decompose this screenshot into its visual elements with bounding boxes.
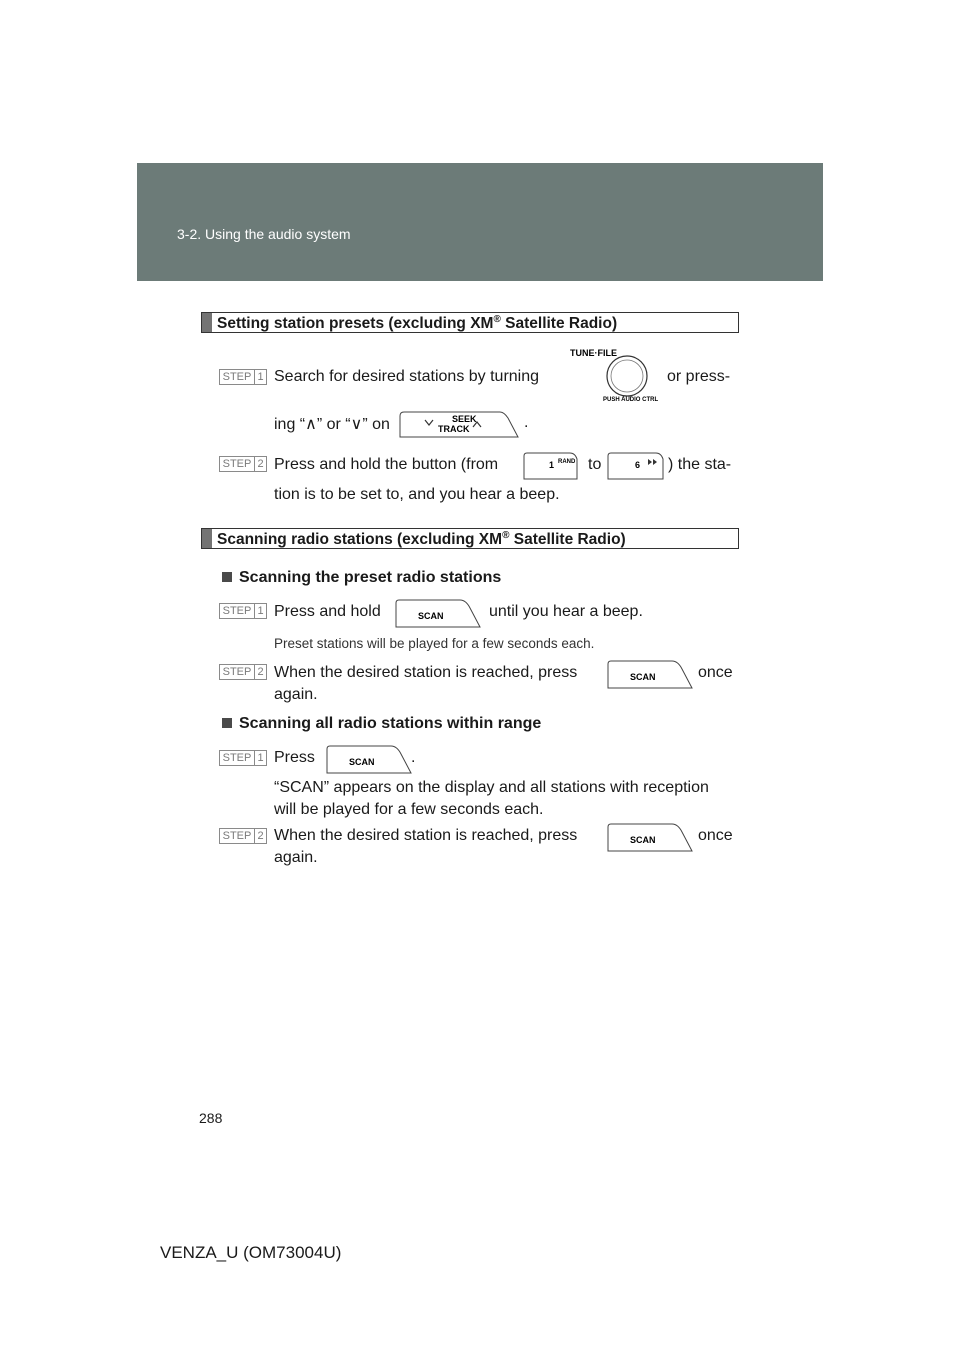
step-text: again.	[274, 849, 318, 866]
step-text: or press-	[667, 368, 731, 385]
svg-text:PUSH AUDIO CTRL: PUSH AUDIO CTRL	[603, 397, 659, 403]
step-text: When the desired station is reached, press	[274, 827, 578, 844]
step-text: will be played for a few seconds each.	[274, 801, 544, 818]
preset-1-button-icon	[522, 451, 580, 481]
svg-text:TUNE·FILE: TUNE·FILE	[570, 348, 617, 358]
section-title: Setting station presets (excluding XM® Satellite Radio)	[217, 314, 618, 333]
subheading-preset-scan: Scanning the preset radio stations	[222, 569, 501, 587]
scan-button-icon	[325, 744, 416, 776]
step-note: Preset stations will be played for a few seconds each.	[274, 636, 595, 651]
svg-text:SCAN: SCAN	[418, 611, 444, 621]
step-text: .	[411, 749, 416, 766]
scan-button-icon	[394, 598, 482, 630]
step-badge: STEP 1	[219, 603, 267, 619]
svg-text:SCAN: SCAN	[630, 672, 656, 682]
step-text: When the desired station is reached, press	[274, 664, 578, 681]
preset-6-button-icon	[606, 451, 666, 481]
step-badge: STEP 1	[219, 750, 267, 766]
breadcrumb: 3-2. Using the audio system	[177, 226, 351, 242]
scan-button-icon	[606, 659, 694, 691]
document-id: VENZA_U (OM73004U)	[160, 1243, 342, 1262]
svg-text:1: 1	[549, 460, 555, 470]
step-text: once	[698, 664, 733, 681]
svg-text:SCAN: SCAN	[630, 835, 656, 845]
svg-text:TRACK: TRACK	[438, 424, 470, 434]
section-header-scanning	[201, 528, 739, 549]
step-text: until you hear a beep.	[489, 603, 643, 620]
subheading-range-scan: Scanning all radio stations within range	[222, 715, 541, 733]
section-header-presets	[201, 312, 739, 333]
tune-file-knob-icon	[565, 345, 665, 403]
step-text: once	[698, 827, 733, 844]
step-text: Press and hold	[274, 603, 381, 620]
seek-track-button-icon	[398, 410, 522, 440]
scan-button-icon	[606, 822, 694, 854]
step-text: to	[588, 456, 602, 473]
step-badge: STEP 1	[219, 369, 267, 385]
step-text: “SCAN” appears on the display and all stations with reception	[274, 779, 709, 796]
header-band	[137, 163, 823, 281]
step-text: Press	[274, 749, 315, 766]
svg-text:RAND: RAND	[558, 459, 576, 465]
page-number: 288	[199, 1110, 223, 1126]
step-text: ) the sta-	[668, 456, 732, 473]
square-bullet-icon	[222, 572, 232, 582]
step-badge: STEP 2	[219, 828, 267, 844]
step-text: again.	[274, 686, 318, 703]
step-text: Press and hold the button (from	[274, 456, 499, 473]
step-text: Search for desired stations by turning	[274, 368, 540, 385]
step-text: ing “∧” or “∨” on	[274, 416, 390, 433]
svg-text:6: 6	[635, 460, 641, 470]
square-bullet-icon	[222, 718, 232, 728]
svg-text:SEEK: SEEK	[452, 414, 477, 424]
svg-text:SCAN: SCAN	[349, 757, 375, 767]
step-text: tion is to be set to, and you hear a beep.	[274, 486, 560, 503]
step-badge: STEP 2	[219, 664, 267, 680]
step-text: .	[524, 414, 529, 431]
section-title: Scanning radio stations (excluding XM® Satellite Radio)	[217, 530, 626, 549]
step-badge: STEP 2	[219, 456, 267, 472]
